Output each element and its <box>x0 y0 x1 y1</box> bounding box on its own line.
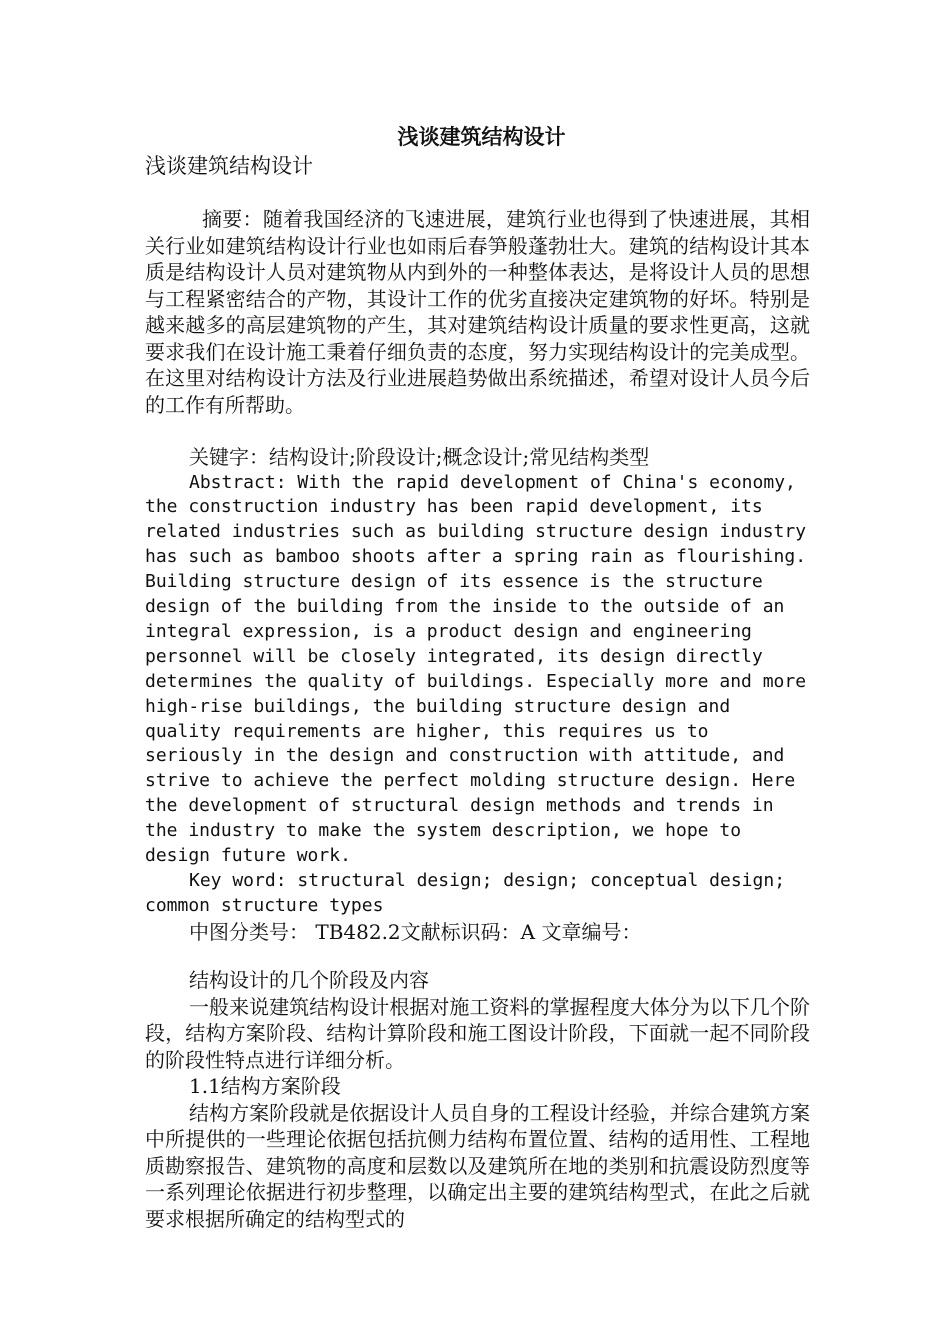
spacer <box>145 418 810 444</box>
subsection-text: 结构方案阶段就是依据设计人员自身的工程设计经验，并综合建筑方案中所提供的一些理论依据包括抗侧力结构布置位置、结构的适用性、工程地质勘察报告、建筑物的高度和层数以及建筑所在地的类别和抗震设防烈度等一系列理论依据进行初步整理，以确定出主要的建筑结构型式，在此之后就要求根据所确定的结构型式的 <box>145 1100 810 1231</box>
section-intro: 一般来说建筑结构设计根据对施工资料的掌握程度大体分为以下几个阶段，结构方案阶段、结构计算阶段和施工图设计阶段，下面就一起不同阶段的阶段性特点进行详细分析。 <box>145 994 810 1072</box>
subsection-heading: 1.1结构方案阶段 <box>189 1074 341 1099</box>
spacer <box>145 945 810 967</box>
document-subtitle: 浅谈建筑结构设计 <box>145 154 313 178</box>
keywords-en: Key word: structural design; design; conceptual design; common structure types <box>145 870 796 916</box>
keywords-cn: 关键字：结构设计;阶段设计;概念设计;常见结构类型 <box>189 445 650 469</box>
classification-line: 中图分类号： TB482.2文献标识码：A 文章编号： <box>189 919 642 944</box>
abstract-cn: 摘要：随着我国经济的飞速进展，建筑行业也得到了快速进展，其相关行业如建筑结构设计行业也如雨后春笋般蓬勃壮大。建筑的结构设计其本质是结构设计人员对建筑物从内到外的一种整体表达，是将设计人员的思想与工程紧密结合的产物，其设计工作的优劣直接决定建筑物的好坏。特别是越来越多的高层建筑物的产生，其对建筑结构设计质量的要求性更高，这就要求我们在设计施工秉着仔细负责的态度，努力实现结构设计的完美成型。在这里对结构设计方法及行业进展趋势做出系统描述，希望对设计人员今后的工作有所帮助。 <box>145 207 810 417</box>
abstract-en: Abstract: With the rapid development of China's economy, the construction industry has been rapid development, its related industries such as building structure design industry has such as bamboo shoots after a spring rain as flourishing. Building structure design of its essence is the structure design of the building from the inside to the outside of an integral expression, is a product design and engineering personnel will be closely integrated, its design directly determines the quality of buildings. Especially more and more high-rise buildings, the building structure design and quality requirements are higher, this requires us to seriously in the design and construction with attitude, and strive to achieve the perfect molding structure design. Here the development of structural design methods and trends in the industry to make the system description, we hope to design future work. <box>145 471 817 867</box>
spacer <box>145 180 810 206</box>
section-heading: 结构设计的几个阶段及内容 <box>189 968 429 993</box>
document-page <box>145 122 817 1232</box>
document-title: 浅谈建筑结构设计 <box>397 124 566 149</box>
